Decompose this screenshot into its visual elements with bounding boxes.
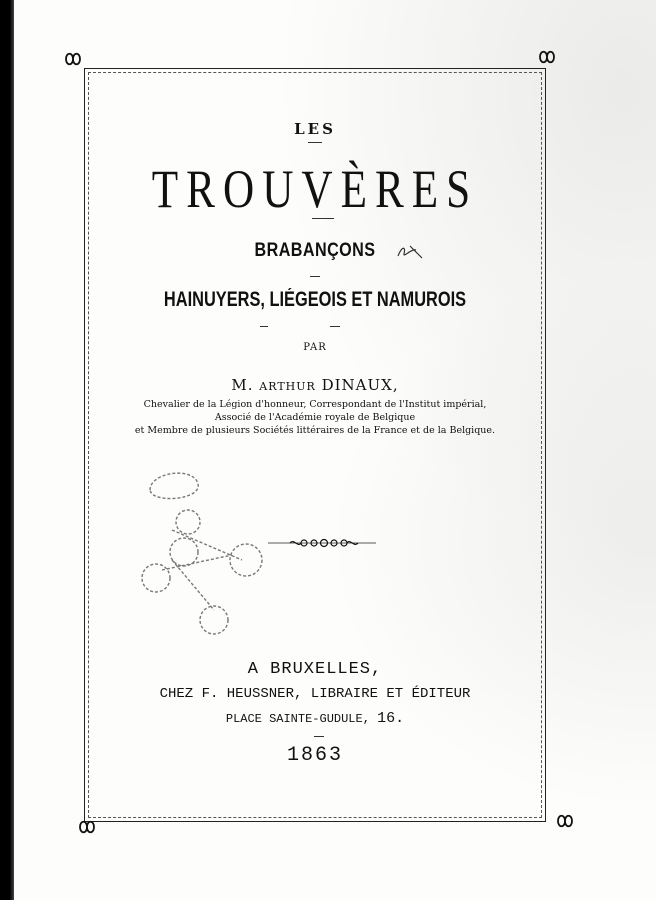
divider [308, 142, 322, 143]
divider [310, 276, 320, 277]
author-last-name: DINAUX [321, 376, 393, 394]
library-stamp-icon [132, 460, 272, 640]
handwritten-mark-icon [392, 242, 432, 262]
divider [330, 326, 340, 327]
corner-ornament-icon [62, 48, 84, 70]
subtitle-regions: HAINUYERS, LIÉGEOIS ET NAMUROIS [163, 288, 467, 311]
corner-ornament-icon [554, 810, 576, 832]
author-first-name: ARTHUR [259, 380, 316, 393]
imprint-city: A BRUXELLES, [247, 660, 383, 679]
author-prefix: M. [231, 376, 254, 394]
corner-ornament-icon [536, 46, 558, 68]
by-line: PAR [303, 342, 327, 353]
qualification-line: et Membre de plusieurs Sociétés littéraires de la France et de la Belgique. [134, 425, 496, 436]
article-les: LES [294, 120, 336, 138]
author-suffix: , [392, 376, 399, 394]
qualification-line: Chevalier de la Légion d'honneur, Correspondant de l'Institut impérial, [143, 399, 487, 410]
divider [312, 218, 334, 219]
subtitle-brabancons: BRABANÇONS [254, 240, 376, 261]
scan-gutter [0, 0, 14, 900]
divider [314, 736, 324, 737]
imprint-publisher: CHEZ F. HEUSSNER, LIBRAIRE ET ÉDITEUR [159, 686, 471, 702]
main-title: TROUVÈRES [151, 159, 479, 219]
corner-ornament-icon [76, 816, 98, 838]
qualification-line: Associé de l'Académie royale de Belgique [214, 412, 416, 423]
address-number: 16. [377, 710, 405, 727]
author-name [84, 376, 546, 394]
publication-year: 1863 [286, 744, 343, 767]
printer-ornament-icon [268, 536, 376, 550]
author-qualifications [84, 398, 546, 437]
imprint-address [84, 710, 546, 727]
address-street: PLACE SAINTE-GUDULE, [225, 712, 370, 726]
divider [260, 326, 268, 327]
